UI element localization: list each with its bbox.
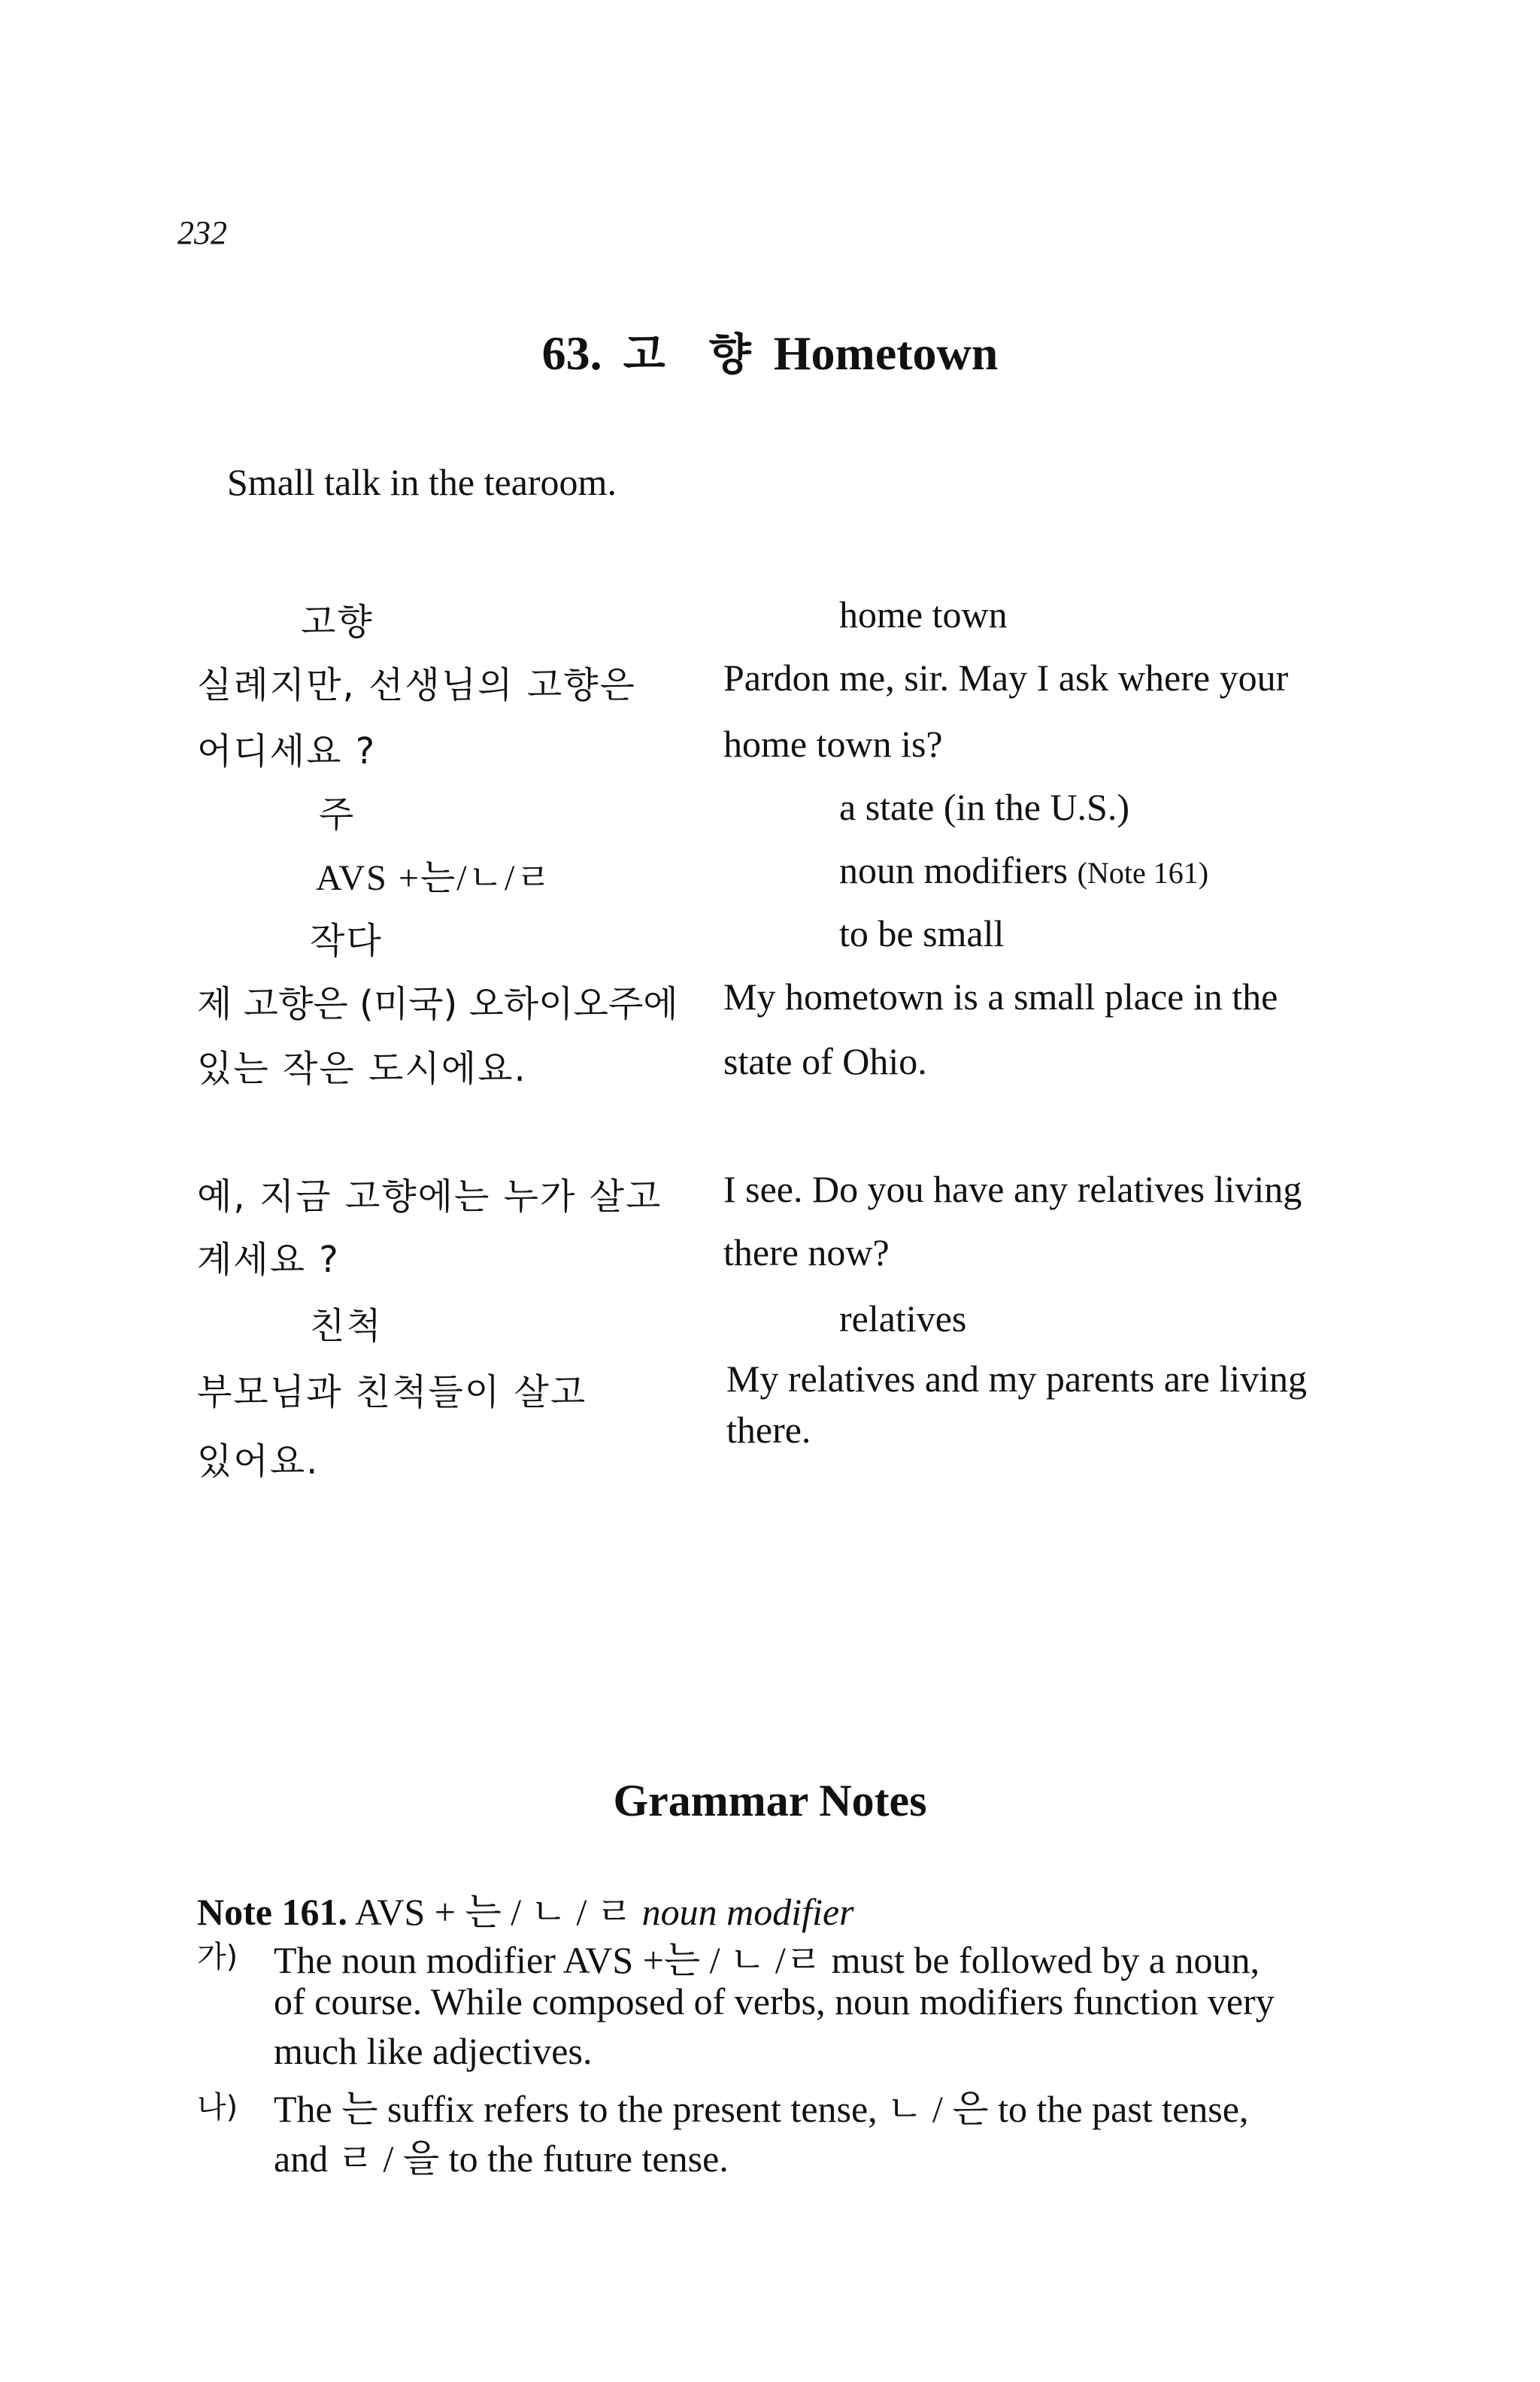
vocab-korean: 친척 [310, 1305, 383, 1347]
dialogue-line-korean: 어디세요 ? [197, 730, 377, 772]
vocab-english [839, 848, 1208, 892]
scene-setting: Small talk in the tearoom. [227, 461, 617, 503]
page-number: 232 [177, 214, 227, 251]
dialogue-line-korean: 있는 작은 도시에요. [197, 1048, 527, 1090]
note-item-line: The noun modifier AVS +는 / ㄴ /ㄹ must be followed by a noun, [274, 1939, 1260, 1981]
dialogue-line-english: I see. Do you have any relatives living [723, 1168, 1302, 1210]
lesson-title-english: Hometown [773, 326, 999, 380]
note-item-marker: 나) [197, 2090, 238, 2125]
lesson-number: 63. [541, 326, 602, 380]
lesson-title-korean-1: 고 [623, 329, 667, 380]
dialogue-line-english: My hometown is a small place in the [723, 976, 1278, 1018]
dialogue-line-english: there. [726, 1409, 811, 1451]
vocab-english: relatives [839, 1297, 967, 1340]
dialogue-line-english: there now? [723, 1231, 890, 1273]
note-formula: AVS + 는 / ㄴ / ㄹ [354, 1891, 633, 1933]
note-item-line: and ㄹ / 을 to the future tense. [274, 2138, 729, 2180]
vocab-english-text: noun modifiers [839, 849, 1069, 891]
dialogue-line-korean: 실례지만, 선생님의 고향은 [197, 664, 636, 706]
note-item-marker: 가) [197, 1940, 238, 1974]
dialogue-line-korean: 제 고향은 (미국) 오하이오주에 [197, 983, 678, 1025]
dialogue-line-english: home town is? [723, 723, 943, 765]
note-item-line: of course. While composed of verbs, noun modifiers function very [274, 1980, 1275, 2022]
dialogue-line-korean: 계세요 ? [197, 1239, 340, 1281]
vocab-english: home town [839, 593, 1008, 636]
vocab-korean: 작다 [310, 920, 383, 962]
dialogue-line-english: state of Ohio. [723, 1040, 927, 1082]
note-item-line: The 는 suffix refers to the present tense, ㄴ / 은 to the past tense, [274, 2088, 1249, 2130]
vocab-english: a state (in the U.S.) [839, 786, 1130, 828]
note-label: Note 161. [197, 1891, 347, 1933]
note-reference: (Note 161) [1077, 856, 1209, 890]
dialogue-line-korean: 예, 지금 고향에는 누가 살고 [197, 1176, 662, 1218]
vocab-korean: 주 [319, 793, 356, 836]
dialogue-line-korean: 부모님과 친척들이 살고 [197, 1371, 587, 1413]
dialogue-line-english: My relatives and my parents are living [726, 1358, 1307, 1400]
note-item-line: much like adjectives. [274, 2030, 593, 2072]
vocab-korean: 고향 [301, 601, 374, 643]
vocab-english: to be small [839, 912, 1005, 954]
lesson-title [0, 319, 1540, 382]
grammar-notes-heading: Grammar Notes [613, 1776, 927, 1825]
dialogue-line-english: Pardon me, sir. May I ask where your [723, 657, 1289, 699]
note-title: noun modifier [641, 1891, 854, 1933]
vocab-korean: AVS +는/ㄴ/ㄹ [316, 858, 553, 898]
dialogue-line-korean: 있어요. [197, 1440, 320, 1482]
lesson-title-korean-2: 향 [708, 329, 753, 380]
note-heading [197, 1882, 854, 1936]
